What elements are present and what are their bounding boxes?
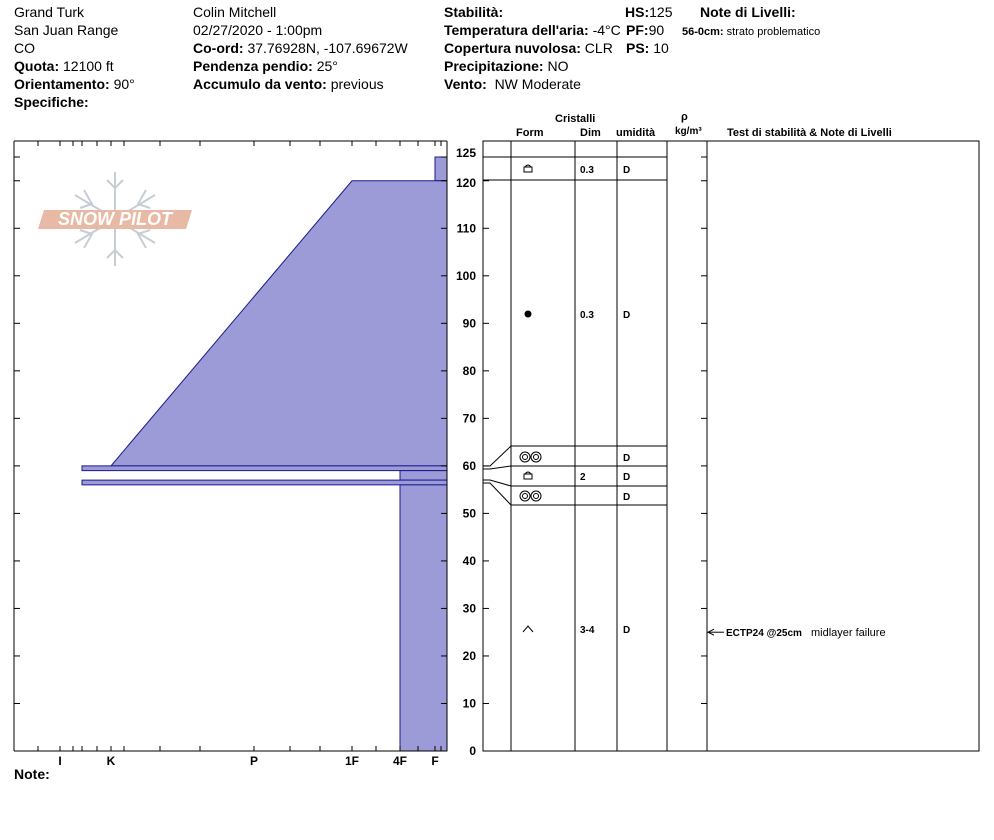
observer: Colin Mitchell [193,4,277,20]
hardness-tick-label: K [106,754,116,768]
depth-tick-label: 40 [462,553,476,568]
crystal-form-cup-icon [523,626,533,632]
hoar-inner [523,494,528,499]
moisture-value: D [623,310,631,321]
crystal-form-depth-hoar-icon [520,491,541,501]
depth-tick-label: 70 [462,411,476,426]
cloud-label: Copertura nuvolosa: [444,40,581,56]
crystal-size: 0.3 [580,310,594,321]
test-comment: midlayer failure [811,627,886,640]
coord-label: Co-ord: [193,40,244,56]
location: Grand Turk [14,4,85,20]
notes-label: Note: [14,766,50,782]
windload-label: Accumulo da vento: [193,76,327,92]
crystal-form-rounds-icon [525,311,532,318]
depth-tick-label: 80 [462,363,476,378]
stability-label: Stabilità: [444,4,504,20]
hardness-tick-label: F [431,754,439,768]
mountain-range: San Juan Range [14,22,119,38]
aspect-value: 90° [113,76,135,92]
hoar-outer [520,452,530,462]
hardness-tick-label: 1F [344,754,360,768]
hoar-outer [520,491,530,501]
facet-square [524,167,532,172]
hoar-inner [523,455,528,460]
elevation-label: Quota: [14,58,60,74]
crystal-size: 0.3 [580,165,594,176]
specifics-label: Specifiche: [14,94,89,110]
hoar-inner [534,494,539,499]
hoar-inner [534,455,539,460]
airtemp-value: -4°C [592,22,621,38]
round-dot [525,311,532,318]
snow-pilot-logo [38,172,192,266]
depth-tick-label: 100 [455,268,476,283]
hoar-outer [531,452,541,462]
state: CO [14,40,35,56]
crystal-form-faceted-icon [524,165,532,172]
hardness-bar [435,157,447,181]
moisture-value: D [623,492,631,503]
facet-square [524,474,532,479]
form-header: Form [516,127,544,139]
datetime: 02/27/2020 - 1:00pm [193,22,323,38]
slope-label: Pendenza pendio: [193,58,313,74]
moisture-value: D [623,472,631,483]
crystal-form-depth-hoar-icon [520,452,541,462]
hardness-tick-label: I [58,754,62,768]
layer-notes-label: Note di Livelli: [700,4,796,20]
cup-chevron [523,626,533,632]
hs-value: 125 [649,4,673,20]
depth-tick-label: 50 [462,506,476,521]
logo-text: SNOW PILOT [58,209,172,229]
depth-tick-label: 30 [462,601,476,616]
size-header: Dim [580,127,601,139]
elevation-value: 12100 ft [63,58,114,74]
airtemp-label: Temperatura dell'aria: [444,22,589,38]
density-unit-header: kg/m³ [675,126,702,137]
test-result: ECTP24 @25cm [726,628,802,640]
hs-label: HS: [625,4,650,20]
depth-tick-label: 0 [469,744,476,758]
moisture-value: D [623,453,631,464]
wind-label: Vento: [444,76,487,92]
crystal-size: 2 [580,472,586,483]
depth-tick-label: 120 [455,175,476,190]
layer-connector [483,446,511,466]
pf-label: PF: [626,22,649,38]
hardness-bar [82,466,447,471]
hardness-tick-label: 4F [392,754,408,768]
hardness-tick-label: P [249,754,259,768]
moisture-value: D [623,165,631,176]
layer-connector [483,483,511,505]
crystal-form-faceted-icon [524,472,532,479]
crystal-size: 3-4 [580,625,595,636]
ps-label: PS: [626,40,650,56]
crystals-header: Cristalli [555,113,596,125]
hardness-bar [400,471,447,481]
moisture-header: umidità [616,127,656,139]
windload-value: previous [330,76,384,92]
depth-tick-label: 20 [462,648,476,663]
rho-header: ρ [681,111,688,123]
precip-value: NO [547,58,569,74]
aspect-label: Orientamento: [14,76,110,92]
cloud-value: CLR [584,40,613,56]
depth-tick-label: 60 [462,458,476,473]
layer-note-depth: 56-0cm: [682,26,724,38]
ps-value: 10 [653,40,669,56]
depth-tick-label: 10 [462,696,476,711]
hardness-bar [400,485,447,751]
precip-label: Precipitazione: [444,58,544,74]
coord-value: 37.76928N, -107.69672W [247,40,408,56]
moisture-value: D [623,625,631,636]
slope-value: 25° [316,58,338,74]
pf-value: 90 [648,22,665,38]
tests-header: Test di stabilità & Note di Livelli [727,127,892,139]
hardness-bar [82,480,447,485]
hoar-outer [531,491,541,501]
depth-tick-label: 110 [456,221,476,236]
layer-note-text: strato problematico [726,26,821,38]
depth-tick-label: 90 [462,316,476,331]
depth-tick-label: 125 [455,146,476,160]
wind-value: NW Moderate [494,76,581,92]
